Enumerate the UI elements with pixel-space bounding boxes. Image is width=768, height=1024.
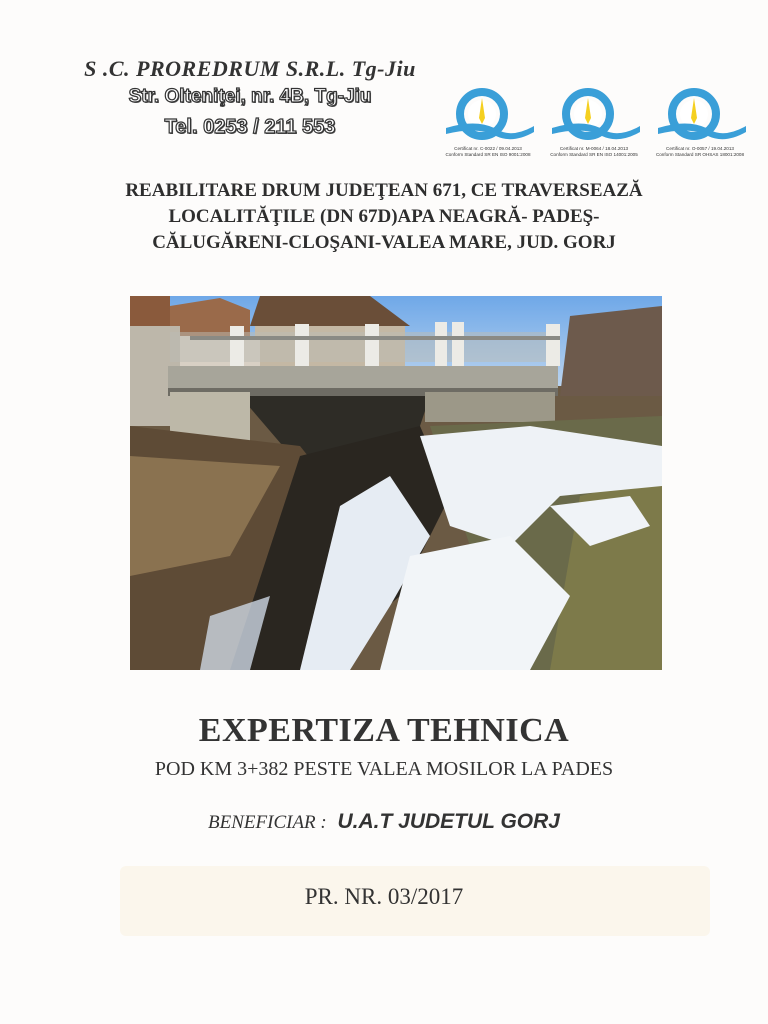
project-number: PR. NR. 03/2017 <box>304 884 464 909</box>
beneficiary-label: BENEFICIAR : <box>208 812 327 833</box>
document-title: EXPERTIZA TEHNICA <box>198 712 570 749</box>
cert-logo-environment: Certificat nr. M-0064 / 18.04.2013 Conform Standard SR EN ISO 14001:2005 <box>544 88 644 168</box>
project-title <box>40 178 728 256</box>
company-address: Str. Olteniţei, nr. 4B, Tg-Jiu <box>128 86 372 107</box>
document-subtitle: POD KM 3+382 PESTE VALEA MOSILOR LA PADES <box>154 758 614 780</box>
q-logo-icon <box>650 88 750 146</box>
project-line-1: REABILITARE DRUM JUDEŢEAN 671, CE TRAVERSEAZĂ <box>125 180 643 201</box>
q-logo-icon <box>438 88 538 146</box>
project-line-3: CĂLUGĂRENI-CLOŞANI-VALEA MARE, JUD. GORJ <box>152 232 616 253</box>
project-line-2: LOCALITĂŢILE (DN 67D)APA NEAGRĂ- PADEŞ- <box>168 206 600 227</box>
bridge-photo <box>130 296 662 670</box>
beneficiary-line <box>40 810 728 834</box>
company-block <box>60 56 440 139</box>
company-name: S .C. PROREDRUM S.R.L. Tg-Jiu <box>84 56 416 81</box>
cert-logo-safety: Certificat nr. O-0057 / 19.04.2013 Conform Standard SR OHSAS 18001:2008 <box>650 88 750 168</box>
certification-logos <box>438 88 758 168</box>
q-logo-icon <box>544 88 644 146</box>
beneficiary-value: U.A.T JUDETUL GORJ <box>337 810 560 833</box>
cert-logo-quality: Certificat nr. C-0022 / 09.04.2013 Conform Standard SR EN ISO 9001:2008 <box>438 88 538 168</box>
company-phone: Tel. 0253 / 211 553 <box>164 116 336 138</box>
